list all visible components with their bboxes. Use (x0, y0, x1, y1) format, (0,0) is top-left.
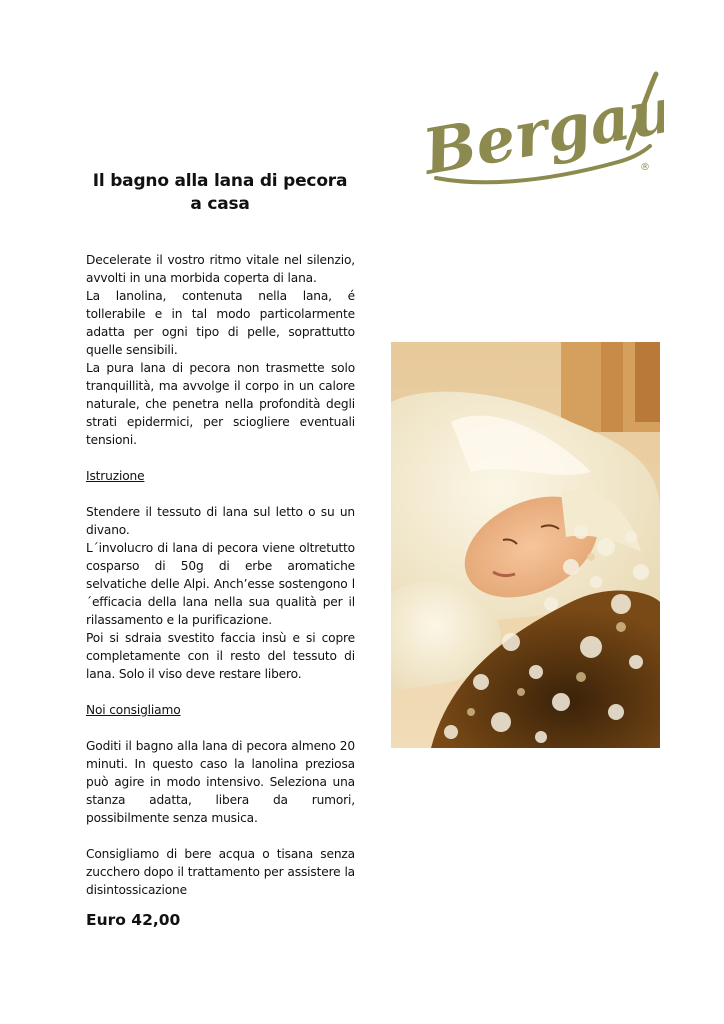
intro-paragraph-3: La pura lana di pecora non trasmette solo tranquillità, ma avvolge il corpo in un calore naturale, che penetra nella profondità degli strati epidermici, per sciogliere eventuali tensioni. (86, 361, 355, 447)
title-line-2: a casa (190, 194, 250, 214)
intro-paragraph-2: La lanolina, contenuta nella lana, é tollerabile e in tal modo particolarmente adatta per ogni tipo di pelle, soprattutto quelle sensibili. (86, 289, 355, 357)
istruzione-paragraph-3: Poi si sdraia svestito faccia insù e si copre completamente con il resto del tessuto di lana. Solo il viso deve restare libero. (86, 631, 355, 681)
bergauf-logo (418, 66, 664, 216)
intro-paragraph-1: Decelerate il vostro ritmo vitale nel silenzio, avvolti in una morbida coperta di lana. (86, 253, 355, 285)
istruzione-heading: Istruzione (86, 469, 145, 483)
consigli-paragraph-2: Consigliamo di bere acqua o tisana senza zucchero dopo il trattamento per assistere la disintossicazione (86, 847, 355, 897)
registered-mark: ® (640, 162, 650, 173)
page-title (86, 170, 354, 216)
logo-text: Bergauf (418, 68, 664, 189)
consigli-paragraph-1: Goditi il bagno alla lana di pecora almeno 20 minuti. In questo caso la lanolina preziosa può agire in modo intensivo. Seleziona una stanza adatta, libera da rumori, possibilmente senza musica. (86, 739, 355, 825)
price: Euro 42,00 (86, 911, 181, 929)
istruzione-paragraph-1: Stendere il tessuto di lana sul letto o su un divano. (86, 505, 355, 537)
consigli-heading: Noi consigliamo (86, 703, 181, 717)
wool-bath-photo (391, 342, 660, 748)
title-line-1: Il bagno alla lana di pecora (92, 171, 348, 191)
istruzione-paragraph-2: L´involucro di lana di pecora viene oltretutto cosparso di 50g di erbe aromatiche selvatiche delle Alpi. Anch’esse sostengono l´efficacia della lana nella sua qualità per il rilassamento e la purificazione. (86, 541, 355, 627)
description-text (86, 251, 355, 899)
